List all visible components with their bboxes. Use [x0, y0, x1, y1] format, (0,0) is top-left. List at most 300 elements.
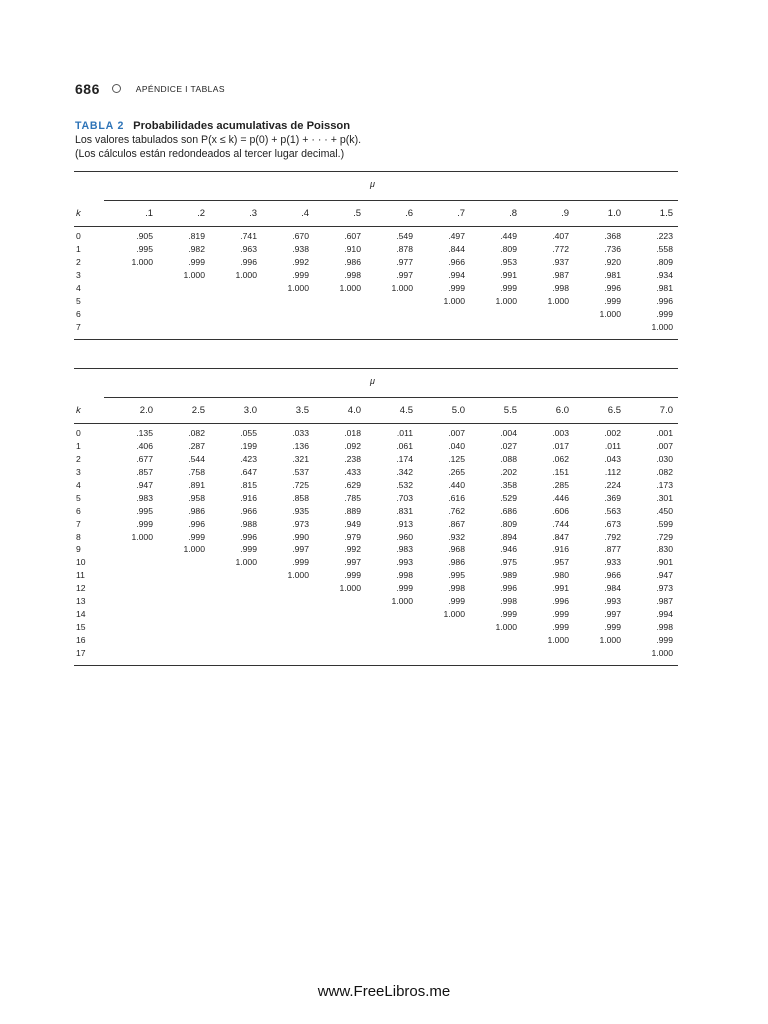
- probability-cell: 1.000: [183, 544, 205, 555]
- probability-cell: .937: [552, 257, 569, 268]
- probability-cell: .135: [136, 428, 153, 439]
- table-row: [74, 320, 678, 333]
- k-value: 1: [76, 441, 81, 452]
- probability-cell: .406: [136, 441, 153, 452]
- probability-cell: .368: [604, 231, 621, 242]
- probability-cell: .011: [604, 441, 621, 452]
- probability-cell: .999: [344, 570, 361, 581]
- probability-cell: .938: [292, 244, 309, 255]
- probability-cell: .958: [188, 492, 205, 503]
- k-value: 5: [76, 492, 81, 503]
- probability-cell: 1.000: [599, 308, 621, 319]
- mu-header-row: [104, 369, 678, 398]
- column-header: 5.0: [451, 405, 465, 416]
- probability-cell: .440: [448, 480, 465, 490]
- probability-cell: .983: [136, 492, 153, 503]
- probability-cell: 1.000: [495, 621, 517, 632]
- probability-cell: .199: [240, 441, 257, 452]
- probability-cell: .686: [500, 505, 517, 516]
- probability-cell: .932: [448, 531, 465, 542]
- k-value: 0: [76, 428, 81, 439]
- probability-cell: .988: [240, 518, 257, 529]
- table-row: [74, 595, 678, 608]
- probability-cell: .011: [396, 428, 413, 439]
- probability-cell: .450: [656, 505, 673, 516]
- probability-cell: .112: [604, 467, 621, 478]
- probability-cell: .991: [500, 270, 517, 281]
- table-row: [74, 453, 678, 466]
- probability-cell: .844: [448, 244, 465, 255]
- probability-cell: .975: [500, 557, 517, 568]
- probability-cell: .202: [500, 467, 517, 478]
- probability-cell: .729: [656, 531, 673, 542]
- probability-cell: .537: [292, 467, 309, 478]
- probability-cell: .055: [240, 428, 257, 439]
- probability-cell: .999: [188, 531, 205, 542]
- probability-cell: 1.000: [391, 596, 413, 607]
- column-header: .4: [301, 208, 309, 219]
- table-row: [74, 230, 678, 243]
- probability-cell: .321: [292, 454, 309, 465]
- probability-cell: .933: [604, 557, 621, 568]
- table-row: [74, 466, 678, 479]
- k-value: 10: [76, 557, 86, 568]
- probability-cell: .973: [656, 583, 673, 594]
- probability-cell: .877: [604, 544, 621, 555]
- probability-cell: .629: [344, 480, 361, 490]
- probability-cell: .018: [344, 428, 361, 439]
- probability-cell: .867: [448, 518, 465, 529]
- k-value: 4: [76, 283, 81, 293]
- column-header: 1.0: [607, 208, 621, 219]
- table-label: TABLA 2: [75, 120, 125, 132]
- probability-cell: .819: [188, 231, 205, 242]
- probability-cell: .946: [500, 544, 517, 555]
- probability-cell: .673: [604, 518, 621, 529]
- probability-cell: .830: [656, 544, 673, 555]
- probability-cell: .973: [292, 518, 309, 529]
- column-header: 3.5: [295, 405, 309, 416]
- column-header-row: [74, 398, 678, 424]
- table-row: [74, 569, 678, 582]
- table-row: [74, 530, 678, 543]
- probability-cell: .966: [448, 257, 465, 268]
- column-header: .6: [405, 208, 413, 219]
- probability-cell: .125: [448, 454, 465, 465]
- probability-cell: .043: [604, 454, 621, 465]
- probability-cell: .997: [344, 557, 361, 568]
- probability-cell: .910: [344, 244, 361, 255]
- probability-cell: .647: [240, 467, 257, 478]
- table-row: [74, 543, 678, 556]
- probability-cell: .878: [396, 244, 413, 255]
- probability-cell: .772: [552, 244, 569, 255]
- probability-cell: .986: [448, 557, 465, 568]
- column-header: .7: [457, 208, 465, 219]
- probability-cell: .913: [396, 518, 413, 529]
- caption-line-1: Los valores tabulados son P(x ≤ k) = p(0) + p(1) + · · · + p(k).: [75, 134, 362, 146]
- probability-cell: .889: [344, 505, 361, 516]
- k-value: 3: [76, 270, 81, 281]
- table-title: Probabilidades acumulativas de Poisson: [133, 120, 351, 132]
- k-value: 2: [76, 454, 81, 465]
- probability-cell: .987: [656, 596, 673, 607]
- table-row: [74, 243, 678, 256]
- probability-cell: .994: [656, 608, 673, 619]
- probability-cell: .979: [344, 531, 361, 542]
- page-number: 686: [75, 80, 100, 97]
- probability-cell: .998: [500, 596, 517, 607]
- k-value: 13: [76, 596, 86, 607]
- probability-cell: .989: [500, 570, 517, 581]
- probability-cell: .998: [396, 570, 413, 581]
- mu-symbol: μ: [370, 376, 375, 386]
- probability-cell: 1.000: [235, 270, 257, 281]
- probability-cell: .287: [188, 441, 205, 452]
- probability-cell: .980: [552, 570, 569, 581]
- probability-cell: .996: [188, 518, 205, 529]
- probability-cell: .040: [448, 441, 465, 452]
- probability-cell: .982: [188, 244, 205, 255]
- running-head: APÉNDICE I TABLAS: [135, 83, 225, 94]
- column-header-row: [74, 201, 678, 227]
- k-value: 15: [76, 621, 86, 632]
- probability-cell: .599: [656, 518, 673, 529]
- probability-cell: 1.000: [651, 321, 673, 332]
- probability-cell: .007: [656, 441, 673, 452]
- probability-cell: 1.000: [339, 283, 361, 293]
- probability-cell: .999: [240, 544, 257, 555]
- table-body: [74, 424, 678, 665]
- column-header: .2: [197, 208, 205, 219]
- table-row: [74, 282, 678, 295]
- probability-cell: .785: [344, 492, 361, 503]
- probability-cell: .762: [448, 505, 465, 516]
- caption-line-2: (Los cálculos están redondeados al tercer lugar decimal.): [75, 148, 345, 160]
- probability-cell: .858: [292, 492, 309, 503]
- table-row: [74, 633, 678, 646]
- probability-cell: .061: [396, 441, 413, 452]
- probability-cell: .002: [604, 428, 621, 439]
- k-value: 11: [76, 570, 85, 581]
- probability-cell: .983: [396, 544, 413, 555]
- column-header: 4.0: [347, 405, 361, 416]
- probability-cell: .935: [292, 505, 309, 516]
- probability-cell: .953: [500, 257, 517, 268]
- k-value: 7: [76, 518, 81, 529]
- table-row: [74, 607, 678, 620]
- probability-cell: .758: [188, 467, 205, 478]
- probability-cell: .725: [292, 480, 309, 490]
- probability-cell: .549: [396, 231, 413, 242]
- probability-cell: .173: [656, 480, 673, 490]
- probability-cell: 1.000: [651, 647, 673, 658]
- probability-cell: .947: [136, 480, 153, 490]
- table-row: [74, 256, 678, 269]
- probability-cell: .301: [656, 492, 673, 503]
- probability-cell: .606: [552, 505, 569, 516]
- probability-cell: .949: [344, 518, 361, 529]
- table-row: [74, 440, 678, 453]
- probability-cell: .082: [188, 428, 205, 439]
- probability-cell: .998: [656, 621, 673, 632]
- mu-header-row: [104, 172, 678, 201]
- probability-cell: .999: [500, 283, 517, 293]
- probability-cell: .966: [604, 570, 621, 581]
- probability-cell: .987: [552, 270, 569, 281]
- probability-cell: .999: [292, 270, 309, 281]
- poisson-table-2: [74, 368, 678, 666]
- probability-cell: .999: [448, 596, 465, 607]
- probability-cell: .174: [396, 454, 413, 465]
- probability-cell: .999: [292, 557, 309, 568]
- probability-cell: .223: [656, 231, 673, 242]
- probability-cell: .004: [500, 428, 517, 439]
- probability-cell: .920: [604, 257, 621, 268]
- probability-cell: .997: [396, 270, 413, 281]
- table-row: [74, 620, 678, 633]
- probability-cell: .285: [552, 480, 569, 490]
- k-value: 8: [76, 531, 81, 542]
- probability-cell: .433: [344, 467, 361, 478]
- probability-cell: .999: [136, 518, 153, 529]
- probability-cell: 1.000: [443, 608, 465, 619]
- probability-cell: .997: [292, 544, 309, 555]
- probability-cell: .997: [604, 608, 621, 619]
- probability-cell: .960: [396, 531, 413, 542]
- column-header: .1: [145, 208, 153, 219]
- table-row: [74, 504, 678, 517]
- probability-cell: .027: [500, 441, 517, 452]
- probability-cell: .358: [500, 480, 517, 490]
- table-row: [74, 517, 678, 530]
- probability-cell: .407: [552, 231, 569, 242]
- probability-cell: 1.000: [287, 283, 309, 293]
- column-header: .3: [249, 208, 257, 219]
- probability-cell: .544: [188, 454, 205, 465]
- probability-cell: .966: [240, 505, 257, 516]
- probability-cell: 1.000: [547, 295, 569, 306]
- probability-cell: .992: [344, 544, 361, 555]
- probability-cell: .998: [552, 283, 569, 293]
- probability-cell: .981: [656, 283, 673, 293]
- probability-cell: .999: [604, 621, 621, 632]
- probability-cell: .995: [136, 505, 153, 516]
- k-value: 9: [76, 544, 81, 555]
- probability-cell: .990: [292, 531, 309, 542]
- table-row: [74, 427, 678, 440]
- probability-cell: .996: [240, 257, 257, 268]
- k-value: 6: [76, 308, 81, 319]
- probability-cell: .993: [396, 557, 413, 568]
- probability-cell: .995: [448, 570, 465, 581]
- column-header: 1.5: [659, 208, 673, 219]
- probability-cell: 1.000: [391, 283, 413, 293]
- probability-cell: .905: [136, 231, 153, 242]
- probability-cell: .529: [500, 492, 517, 503]
- probability-cell: .996: [604, 283, 621, 293]
- column-header: 7.0: [659, 405, 673, 416]
- table-row: [74, 269, 678, 282]
- probability-cell: .001: [656, 428, 673, 439]
- probability-cell: .968: [448, 544, 465, 555]
- probability-cell: .999: [448, 283, 465, 293]
- probability-cell: .809: [500, 518, 517, 529]
- probability-cell: .563: [604, 505, 621, 516]
- table-caption: [75, 119, 695, 161]
- k-value: 4: [76, 480, 81, 490]
- probability-cell: .342: [396, 467, 413, 478]
- table-body: [74, 227, 678, 339]
- probability-cell: .017: [552, 441, 569, 452]
- probability-cell: .238: [344, 454, 361, 465]
- mu-symbol: μ: [370, 179, 375, 189]
- probability-cell: .999: [188, 257, 205, 268]
- probability-cell: .815: [240, 480, 257, 490]
- k-value: 12: [76, 583, 86, 594]
- k-value: 16: [76, 634, 86, 645]
- probability-cell: .792: [604, 531, 621, 542]
- probability-cell: .999: [396, 583, 413, 594]
- probability-cell: 1.000: [183, 270, 205, 281]
- column-header: 3.0: [243, 405, 257, 416]
- probability-cell: .993: [604, 596, 621, 607]
- table-row: [74, 556, 678, 569]
- column-header: 2.0: [139, 405, 153, 416]
- k-value: 17: [76, 647, 86, 658]
- table-row: [74, 294, 678, 307]
- table-row: [74, 479, 678, 492]
- column-header: 2.5: [191, 405, 205, 416]
- k-header: k: [76, 405, 81, 416]
- probability-cell: .136: [292, 441, 309, 452]
- probability-cell: .999: [552, 621, 569, 632]
- table-row: [74, 491, 678, 504]
- probability-cell: .007: [448, 428, 465, 439]
- probability-cell: .894: [500, 531, 517, 542]
- column-header: 4.5: [399, 405, 413, 416]
- probability-cell: .616: [448, 492, 465, 503]
- probability-cell: .497: [448, 231, 465, 242]
- probability-cell: .999: [656, 634, 673, 645]
- probability-cell: .995: [136, 244, 153, 255]
- probability-cell: .744: [552, 518, 569, 529]
- column-header: 6.5: [607, 405, 621, 416]
- probability-cell: .891: [188, 480, 205, 490]
- table-row: [74, 582, 678, 595]
- column-header: .8: [509, 208, 517, 219]
- probability-cell: .151: [552, 467, 569, 478]
- probability-cell: 1.000: [443, 295, 465, 306]
- probability-cell: .984: [604, 583, 621, 594]
- probability-cell: .977: [396, 257, 413, 268]
- probability-cell: .857: [136, 467, 153, 478]
- probability-cell: .847: [552, 531, 569, 542]
- probability-cell: .999: [552, 608, 569, 619]
- probability-cell: .082: [656, 467, 673, 478]
- probability-cell: .741: [240, 231, 257, 242]
- probability-cell: .963: [240, 244, 257, 255]
- probability-cell: .030: [656, 454, 673, 465]
- poisson-table-1: [74, 171, 678, 340]
- probability-cell: .996: [552, 596, 569, 607]
- probability-cell: 1.000: [131, 257, 153, 268]
- probability-cell: .947: [656, 570, 673, 581]
- probability-cell: .996: [500, 583, 517, 594]
- probability-cell: .999: [500, 608, 517, 619]
- k-value: 3: [76, 467, 81, 478]
- probability-cell: .092: [344, 441, 361, 452]
- probability-cell: .607: [344, 231, 361, 242]
- probability-cell: .831: [396, 505, 413, 516]
- probability-cell: .265: [448, 467, 465, 478]
- probability-cell: .369: [604, 492, 621, 503]
- probability-cell: .957: [552, 557, 569, 568]
- probability-cell: 1.000: [131, 531, 153, 542]
- probability-cell: .916: [240, 492, 257, 503]
- probability-cell: .916: [552, 544, 569, 555]
- column-header: 6.0: [555, 405, 569, 416]
- probability-cell: .998: [344, 270, 361, 281]
- probability-cell: .033: [292, 428, 309, 439]
- k-value: 0: [76, 231, 81, 242]
- column-header: .9: [561, 208, 569, 219]
- probability-cell: 1.000: [599, 634, 621, 645]
- table-row: [74, 307, 678, 320]
- table-row: [74, 646, 678, 659]
- probability-cell: .003: [552, 428, 569, 439]
- k-value: 2: [76, 257, 81, 268]
- probability-cell: .934: [656, 270, 673, 281]
- probability-cell: .994: [448, 270, 465, 281]
- probability-cell: .986: [344, 257, 361, 268]
- probability-cell: .677: [136, 454, 153, 465]
- probability-cell: .981: [604, 270, 621, 281]
- probability-cell: 1.000: [495, 295, 517, 306]
- page-header: [75, 80, 225, 100]
- k-value: 7: [76, 321, 81, 332]
- probability-cell: .736: [604, 244, 621, 255]
- column-header: .5: [353, 208, 361, 219]
- probability-cell: .998: [448, 583, 465, 594]
- k-value: 1: [76, 244, 81, 255]
- probability-cell: .991: [552, 583, 569, 594]
- probability-cell: 1.000: [547, 634, 569, 645]
- k-value: 14: [76, 608, 86, 619]
- probability-cell: 1.000: [339, 583, 361, 594]
- probability-cell: .558: [656, 244, 673, 255]
- probability-cell: .999: [604, 295, 621, 306]
- probability-cell: .449: [500, 231, 517, 242]
- column-header: 5.5: [503, 405, 517, 416]
- probability-cell: .996: [240, 531, 257, 542]
- probability-cell: .809: [656, 257, 673, 268]
- k-value: 5: [76, 295, 81, 306]
- probability-cell: .703: [396, 492, 413, 503]
- k-value: 6: [76, 505, 81, 516]
- probability-cell: .446: [552, 492, 569, 503]
- k-header: k: [76, 208, 81, 219]
- probability-cell: 1.000: [235, 557, 257, 568]
- probability-cell: .996: [656, 295, 673, 306]
- probability-cell: 1.000: [287, 570, 309, 581]
- probability-cell: .423: [240, 454, 257, 465]
- probability-cell: .224: [604, 480, 621, 490]
- probability-cell: .062: [552, 454, 569, 465]
- probability-cell: .670: [292, 231, 309, 242]
- footer-url: www.FreeLibros.me: [317, 983, 451, 1000]
- probability-cell: .901: [656, 557, 673, 568]
